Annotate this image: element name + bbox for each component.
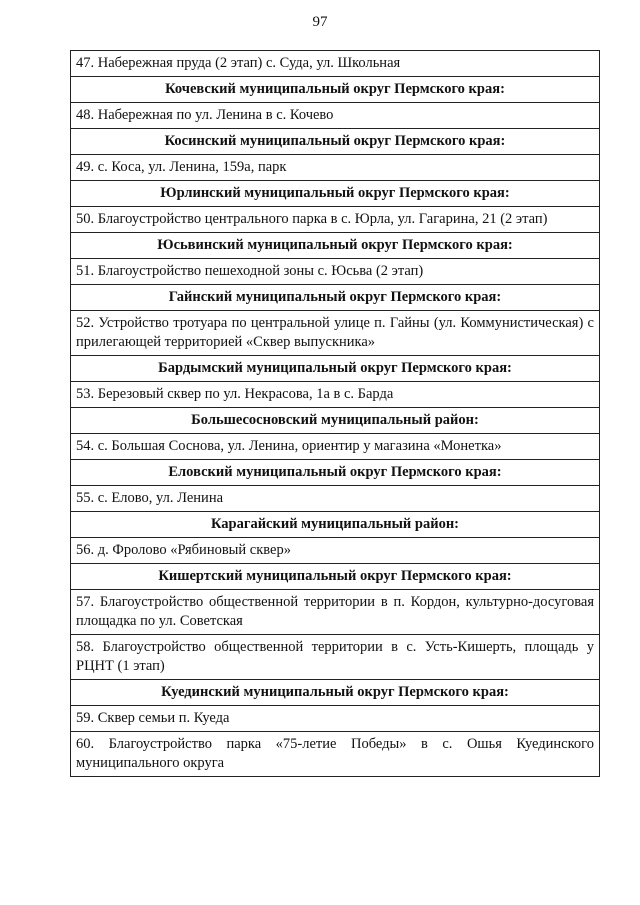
district-heading-cell: Кишертский муниципальный округ Пермского края: (71, 564, 600, 590)
district-heading-row (71, 460, 600, 486)
territory-item-row (71, 486, 600, 512)
territory-item-row (71, 207, 600, 233)
territory-item-cell: 54. с. Большая Соснова, ул. Ленина, ориентир у магазина «Монетка» (71, 434, 600, 460)
territory-item-cell: 53. Березовый сквер по ул. Некрасова, 1а в с. Барда (71, 382, 600, 408)
territory-item-row (71, 706, 600, 732)
territory-list-table (70, 50, 600, 777)
territory-item-cell: 50. Благоустройство центрального парка в с. Юрла, ул. Гагарина, 21 (2 этап) (71, 207, 600, 233)
page-number: 97 (312, 14, 328, 30)
territory-item-row (71, 51, 600, 77)
territory-item-row (71, 732, 600, 777)
table-body (71, 51, 600, 777)
territory-item-cell: 59. Сквер семьи п. Куеда (71, 706, 600, 732)
territory-item-cell: 51. Благоустройство пешеходной зоны с. Юсьва (2 этап) (71, 259, 600, 285)
territory-item-row (71, 103, 600, 129)
territory-item-row (71, 538, 600, 564)
territory-item-row (71, 155, 600, 181)
district-heading-cell: Карагайский муниципальный район: (71, 512, 600, 538)
district-heading-cell: Кочевский муниципальный округ Пермского края: (71, 77, 600, 103)
territory-item-row (71, 434, 600, 460)
district-heading-row (71, 680, 600, 706)
district-heading-row (71, 564, 600, 590)
territory-item-cell: 57. Благоустройство общественной территории в п. Кордон, культурно-досуговая площадка по ул. Советская (71, 590, 600, 635)
territory-item-row (71, 311, 600, 356)
district-heading-cell: Большесосновский муниципальный район: (71, 408, 600, 434)
territory-item-cell: 58. Благоустройство общественной территории в с. Усть-Кишерть, площадь у РЦНТ (1 этап) (71, 635, 600, 680)
district-heading-row (71, 356, 600, 382)
district-heading-cell: Косинский муниципальный округ Пермского края: (71, 129, 600, 155)
district-heading-row (71, 233, 600, 259)
district-heading-cell: Куединский муниципальный округ Пермского края: (71, 680, 600, 706)
territory-item-row (71, 259, 600, 285)
territory-item-cell: 60. Благоустройство парка «75-летие Победы» в с. Ошья Куединского муниципального округа (71, 732, 600, 777)
district-heading-cell: Юрлинский муниципальный округ Пермского края: (71, 181, 600, 207)
territory-item-cell: 47. Набережная пруда (2 этап) с. Суда, ул. Школьная (71, 51, 600, 77)
territory-item-cell: 52. Устройство тротуара по центральной улице п. Гайны (ул. Коммунистическая) с прилегающей территорией «Сквер выпускника» (71, 311, 600, 356)
territory-item-row (71, 590, 600, 635)
district-heading-cell: Юсьвинский муниципальный округ Пермского края: (71, 233, 600, 259)
district-heading-row (71, 129, 600, 155)
district-heading-row (71, 181, 600, 207)
territory-item-cell: 49. с. Коса, ул. Ленина, 159а, парк (71, 155, 600, 181)
district-heading-row (71, 77, 600, 103)
territory-item-cell: 48. Набережная по ул. Ленина в с. Кочево (71, 103, 600, 129)
district-heading-cell: Еловский муниципальный округ Пермского края: (71, 460, 600, 486)
district-heading-row (71, 285, 600, 311)
district-heading-cell: Бардымский муниципальный округ Пермского края: (71, 356, 600, 382)
district-heading-row (71, 512, 600, 538)
territory-item-row (71, 635, 600, 680)
territory-item-cell: 56. д. Фролово «Рябиновый сквер» (71, 538, 600, 564)
territory-item-cell: 55. с. Елово, ул. Ленина (71, 486, 600, 512)
district-heading-row (71, 408, 600, 434)
territory-item-row (71, 382, 600, 408)
district-heading-cell: Гайнский муниципальный округ Пермского края: (71, 285, 600, 311)
